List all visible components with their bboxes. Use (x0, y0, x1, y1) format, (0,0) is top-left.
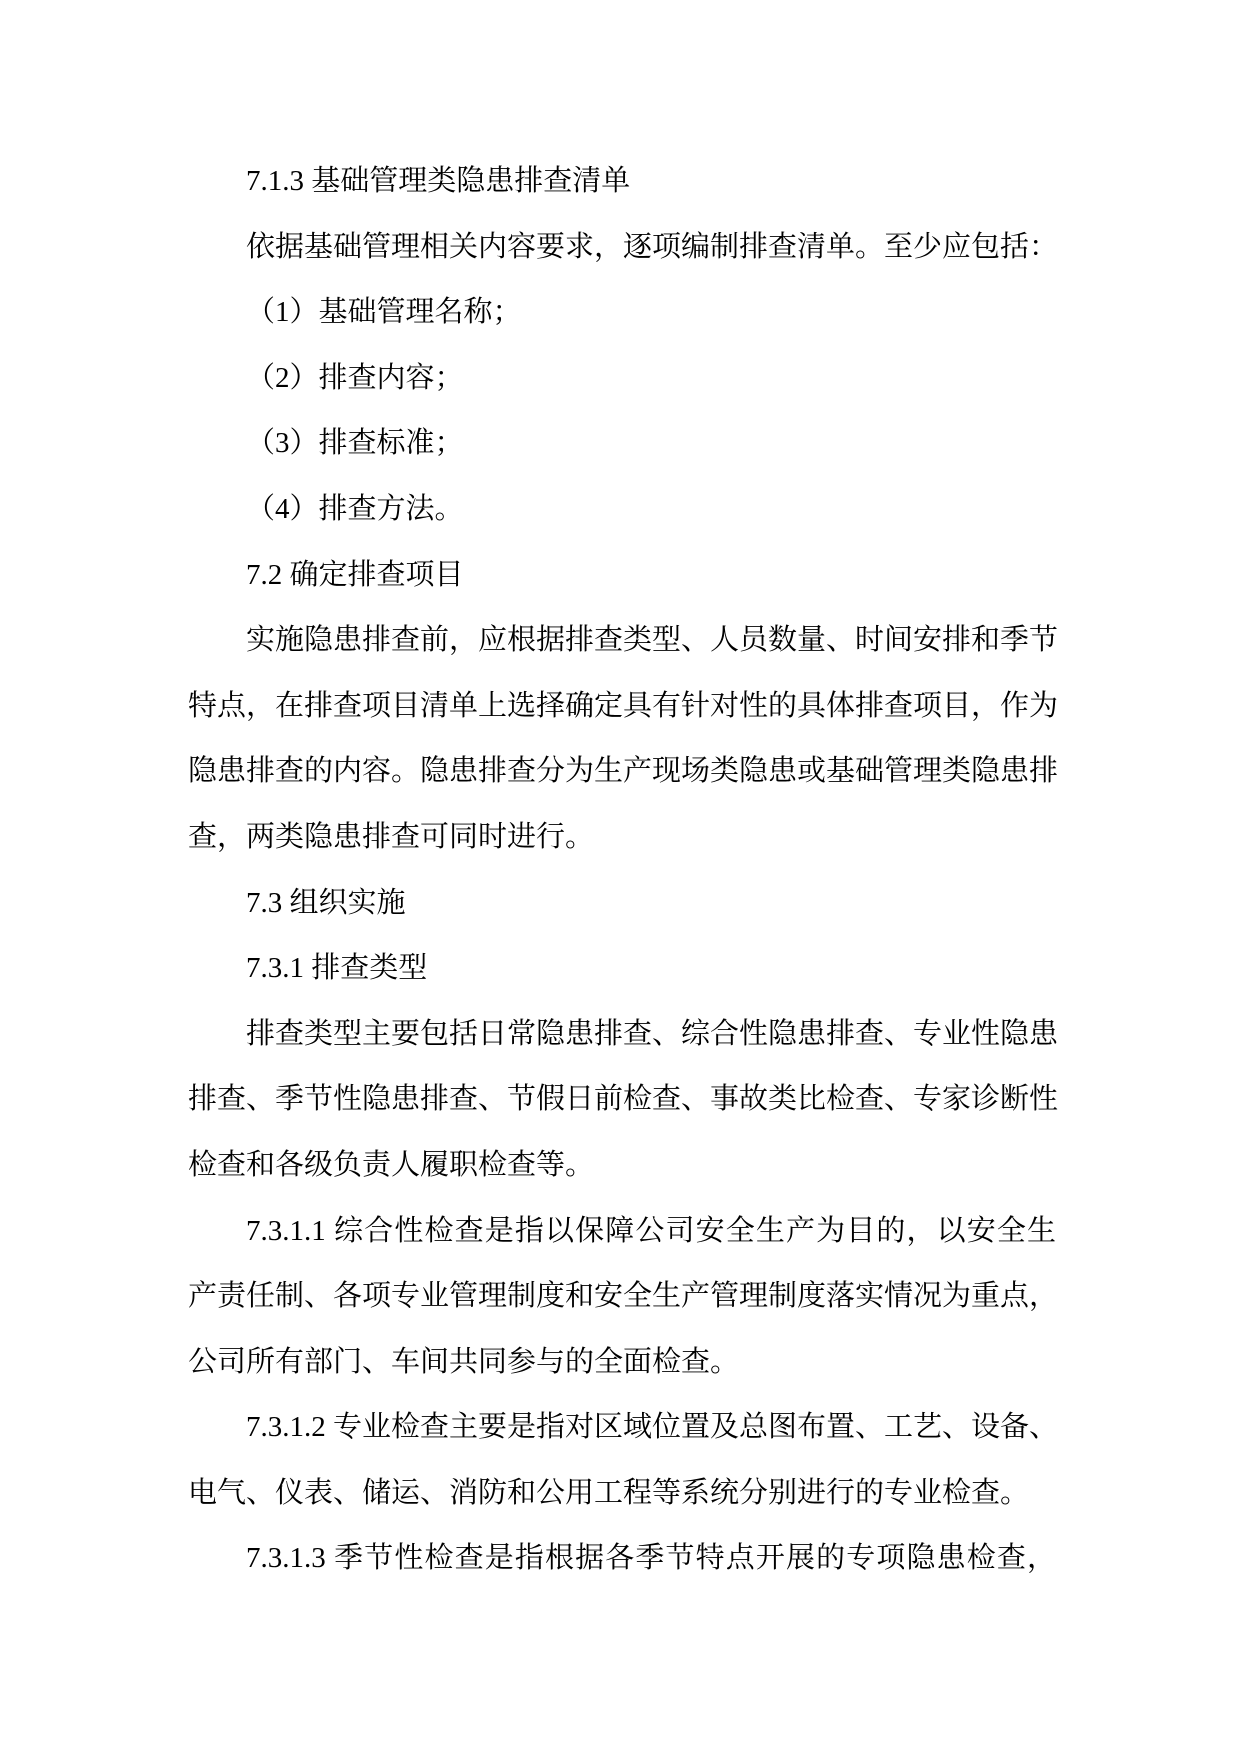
paragraph-line: 检查和各级负责人履职检查等。 (188, 1148, 595, 1181)
paragraph-line: 公司所有部门、车间共同参与的全面检查。 (188, 1345, 740, 1378)
paragraph-line: 查，两类隐患排查可同时进行。 (188, 820, 595, 853)
paragraph-line: 排查类型主要包括日常隐患排查、综合性隐患排查、专业性隐患 (246, 1017, 1059, 1050)
paragraph-line: 隐患排查的内容。隐患排查分为生产现场类隐患或基础管理类隐患排 (188, 755, 1059, 788)
list-item-1: （1）基础管理名称； (246, 296, 522, 329)
clause-7-3-1-1-line: 7.3.1.1 综合性检查是指以保障公司安全生产为目的，以安全生 (246, 1214, 1056, 1247)
list-item-2: （2）排查内容； (246, 361, 464, 394)
paragraph-line: 特点，在排查项目清单上选择确定具有针对性的具体排查项目，作为 (188, 689, 1059, 722)
heading-7-2: 7.2 确定排查项目 (246, 558, 464, 591)
clause-7-3-1-2-line: 7.3.1.2 专业检查主要是指对区域位置及总图布置、工艺、设备、 (246, 1411, 1059, 1444)
document-body (188, 149, 1059, 1592)
list-item-4: （4）排查方法。 (246, 492, 464, 525)
list-item-3: （3）排查标准； (246, 427, 464, 460)
paragraph-line: 排查、季节性隐患排查、节假日前检查、事故类比检查、专家诊断性 (188, 1083, 1059, 1116)
heading-7-1-3: 7.1.3 基础管理类隐患排查清单 (246, 165, 631, 197)
heading-7-3: 7.3 组织实施 (246, 886, 406, 919)
paragraph-line: 依据基础管理相关内容要求，逐项编制排查清单。至少应包括： (246, 230, 1059, 263)
clause-7-3-1-3-line: 7.3.1.3 季节性检查是指根据各季节特点开展的专项隐患检查， (246, 1542, 1056, 1575)
paragraph-line: 电气、仪表、储运、消防和公用工程等系统分别进行的专业检查。 (188, 1476, 1030, 1509)
paragraph-line: 产责任制、各项专业管理制度和安全生产管理制度落实情况为重点， (188, 1280, 1059, 1313)
paragraph-line: 实施隐患排查前，应根据排查类型、人员数量、时间安排和季节 (246, 624, 1059, 657)
heading-7-3-1: 7.3.1 排查类型 (246, 952, 428, 985)
